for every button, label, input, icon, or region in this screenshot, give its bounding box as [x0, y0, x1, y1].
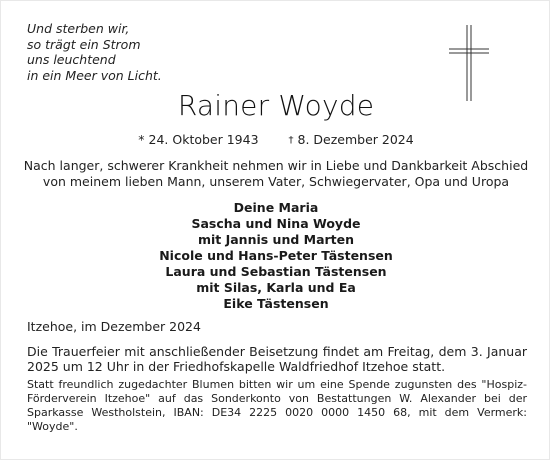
mourner-line: Laura und Sebastian Tästensen [165, 264, 387, 279]
death-date: 8. Dezember 2024 [297, 132, 414, 147]
mourner-line: Nicole und Hans-Peter Tästensen [159, 248, 393, 263]
birth-symbol: * [138, 132, 145, 147]
intro-line: Nach langer, schwerer Krankheit nehmen wir in Liebe und Dankbarkeit Abschied [23, 158, 529, 173]
life-dates [1, 132, 550, 147]
death-symbol: † [288, 135, 294, 146]
mourner-line: Eike Tästensen [223, 296, 329, 311]
poem [27, 21, 162, 83]
mourner-line: mit Silas, Karla und Ea [196, 280, 356, 295]
funeral-info: Die Trauerfeier mit anschließender Beisetzung findet am Freitag, dem 3. Januar 2025 um 12 Uhr in der Friedhofskapelle Waldfriedhof Itzehoe statt. [27, 344, 527, 374]
mourners-list [1, 200, 550, 312]
mourner-line: Sascha und Nina Woyde [191, 216, 361, 231]
poem-line: in ein Meer von Licht. [27, 67, 162, 83]
intro-line: von meinem lieben Mann, unserem Vater, Schwiegervater, Opa und Uropa [42, 173, 510, 189]
intro-text [1, 158, 550, 189]
poem-line: Und sterben wir, [27, 21, 130, 36]
poem-line: so trägt ein Strom [27, 36, 141, 52]
deceased-name: Rainer Woyde [177, 89, 375, 122]
birth-date: 24. Oktober 1943 [148, 132, 259, 147]
poem-line: uns leuchtend [27, 52, 116, 67]
mourner-line: Deine Maria [233, 200, 319, 215]
donation-info: Statt freundlich zugedachter Blumen bitten wir um eine Spende zugunsten des "Hospiz-Förderverein Itzehoe" auf das Sonderkonto von Bestattungen W. Alexander bei der Sparkasse Westholstein, IBAN: DE34 2225 0020 0000 1450 68, mit dem Vermerk: "Woyde". [27, 378, 527, 433]
mourner-line: mit Jannis und Marten [197, 232, 355, 247]
place-date: Itzehoe, im Dezember 2024 [27, 319, 201, 334]
